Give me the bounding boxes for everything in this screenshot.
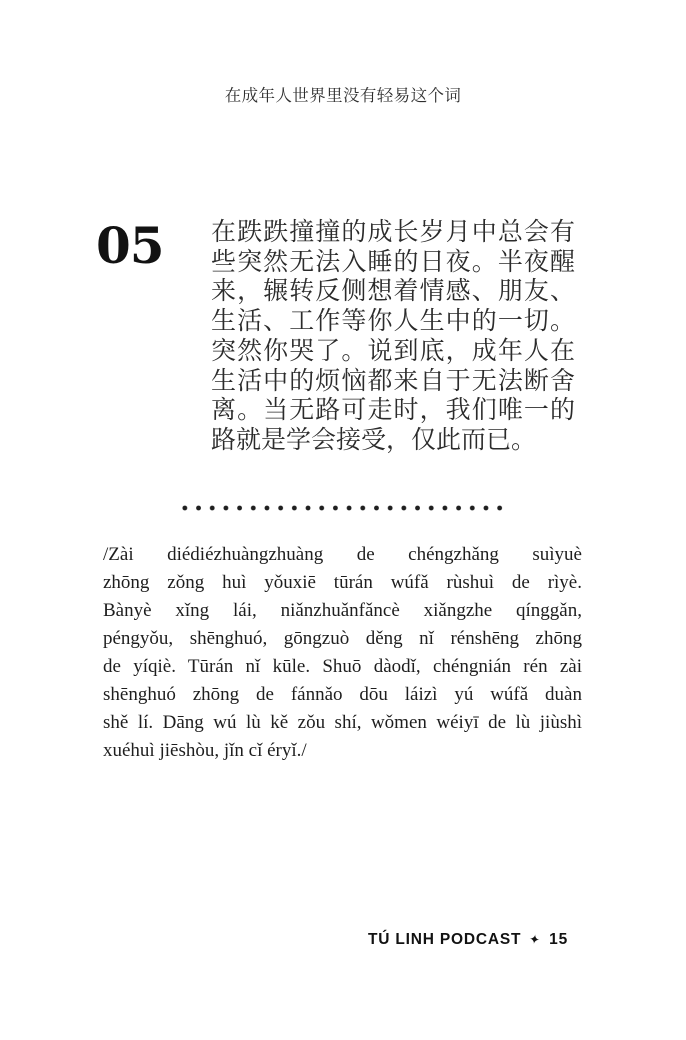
chinese-line: 生活、工作等你人生中的一切。 <box>211 308 575 336</box>
pinyin-paragraph <box>103 541 582 765</box>
running-header: 在成年人世界里没有轻易这个词 <box>224 86 462 105</box>
chinese-line: 些突然无法入睡的日夜。半夜醒 <box>211 248 575 276</box>
pinyin-line: /Zài diédiézhuàngzhuàng de chéngzhǎng suìyuè <box>103 544 582 565</box>
page-footer <box>368 931 568 949</box>
dotted-separator <box>178 505 504 511</box>
chinese-line: 离。当无路可走时，我们唯一的 <box>211 397 575 425</box>
pinyin-line: péngyǒu, shēnghuó, gōngzuò děng nǐ rénshēng zhōng <box>103 628 582 649</box>
chinese-line: 来，辗转反侧想着情感、朋友、 <box>211 278 575 306</box>
pinyin-line: zhōng zǒng huì yǒuxiē tūrán wúfǎ rùshuì de rìyè. <box>103 572 582 593</box>
chinese-line: 生活中的烦恼都来自于无法断舍 <box>211 367 575 395</box>
brand-label: TÚ LINH PODCAST <box>368 931 522 948</box>
page-number: 15 <box>549 931 568 948</box>
chinese-line: 路就是学会接受，仅此而已。 <box>211 426 537 454</box>
pinyin-line: xuéhuì jiēshòu, jǐn cǐ éryǐ./ <box>103 740 307 761</box>
sparkle-icon: ✦ <box>528 931 543 948</box>
pinyin-line: shě lí. Dāng wú lù kě zǒu shí, wǒmen wéiyī de lù jiùshì <box>103 712 582 733</box>
chapter-number: 05 <box>96 216 164 275</box>
pinyin-line: Bànyè xǐng lái, niǎnzhuǎnfǎncè xiǎngzhe qínggǎn, <box>103 600 582 621</box>
pinyin-line: de yíqiè. Tūrán nǐ kūle. Shuō dàodǐ, chéngnián rén zài <box>103 656 582 677</box>
chinese-paragraph <box>211 218 575 456</box>
pinyin-line: shēnghuó zhōng de fánnǎo dōu láizì yú wúfǎ duàn <box>103 684 582 705</box>
chinese-line: 在跌跌撞撞的成长岁月中总会有 <box>211 219 575 246</box>
chinese-line: 突然你哭了。说到底，成年人在 <box>211 337 575 365</box>
